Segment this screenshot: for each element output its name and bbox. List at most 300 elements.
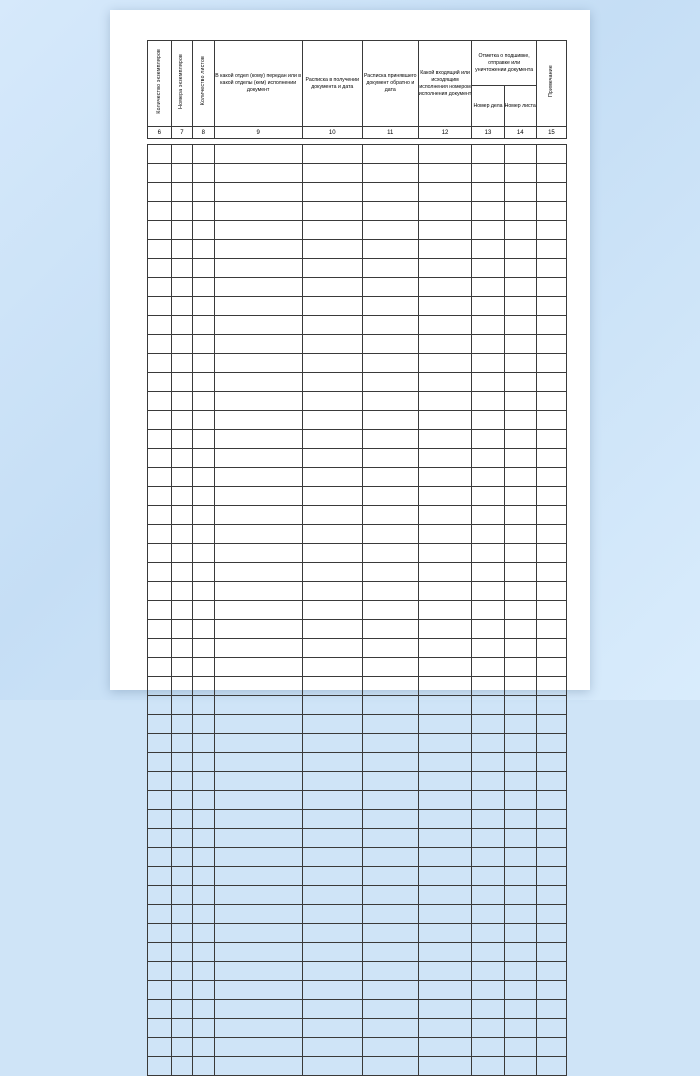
table-cell[interactable]: [193, 183, 214, 202]
table-cell[interactable]: [362, 316, 418, 335]
table-cell[interactable]: [148, 791, 172, 810]
table-cell[interactable]: [302, 1000, 362, 1019]
table-cell[interactable]: [302, 430, 362, 449]
table-cell[interactable]: [193, 373, 214, 392]
table-cell[interactable]: [418, 601, 472, 620]
table-cell[interactable]: [362, 430, 418, 449]
table-cell[interactable]: [171, 373, 192, 392]
table-cell[interactable]: [504, 487, 536, 506]
table-cell[interactable]: [472, 962, 504, 981]
table-cell[interactable]: [171, 449, 192, 468]
table-cell[interactable]: [362, 183, 418, 202]
table-cell[interactable]: [148, 563, 172, 582]
table-cell[interactable]: [418, 810, 472, 829]
table-cell[interactable]: [193, 791, 214, 810]
table-cell[interactable]: [171, 335, 192, 354]
table-cell[interactable]: [193, 164, 214, 183]
table-cell[interactable]: [472, 639, 504, 658]
table-cell[interactable]: [148, 506, 172, 525]
table-cell[interactable]: [214, 772, 302, 791]
table-cell[interactable]: [302, 183, 362, 202]
table-cell[interactable]: [302, 810, 362, 829]
table-cell[interactable]: [302, 1038, 362, 1057]
table-cell[interactable]: [418, 696, 472, 715]
table-cell[interactable]: [362, 278, 418, 297]
table-cell[interactable]: [418, 373, 472, 392]
table-cell[interactable]: [472, 658, 504, 677]
table-cell[interactable]: [214, 943, 302, 962]
table-cell[interactable]: [472, 563, 504, 582]
table-cell[interactable]: [148, 886, 172, 905]
table-cell[interactable]: [302, 734, 362, 753]
table-cell[interactable]: [418, 848, 472, 867]
table-cell[interactable]: [536, 886, 566, 905]
table-cell[interactable]: [536, 810, 566, 829]
table-cell[interactable]: [504, 354, 536, 373]
table-cell[interactable]: [362, 487, 418, 506]
table-cell[interactable]: [302, 981, 362, 1000]
table-cell[interactable]: [148, 430, 172, 449]
table-cell[interactable]: [148, 753, 172, 772]
table-cell[interactable]: [171, 639, 192, 658]
table-cell[interactable]: [472, 183, 504, 202]
table-cell[interactable]: [148, 639, 172, 658]
table-cell[interactable]: [193, 544, 214, 563]
table-cell[interactable]: [214, 468, 302, 487]
table-cell[interactable]: [536, 278, 566, 297]
table-cell[interactable]: [418, 183, 472, 202]
table-cell[interactable]: [193, 753, 214, 772]
table-cell[interactable]: [302, 487, 362, 506]
table-cell[interactable]: [148, 848, 172, 867]
table-cell[interactable]: [302, 829, 362, 848]
table-cell[interactable]: [536, 639, 566, 658]
table-cell[interactable]: [472, 924, 504, 943]
table-cell[interactable]: [171, 620, 192, 639]
table-cell[interactable]: [362, 924, 418, 943]
table-cell[interactable]: [214, 145, 302, 164]
table-cell[interactable]: [193, 506, 214, 525]
table-cell[interactable]: [418, 1038, 472, 1057]
table-cell[interactable]: [148, 145, 172, 164]
table-cell[interactable]: [536, 1000, 566, 1019]
table-cell[interactable]: [472, 867, 504, 886]
table-cell[interactable]: [148, 297, 172, 316]
table-cell[interactable]: [536, 981, 566, 1000]
table-cell[interactable]: [302, 145, 362, 164]
table-cell[interactable]: [536, 924, 566, 943]
table-cell[interactable]: [472, 1019, 504, 1038]
table-cell[interactable]: [171, 753, 192, 772]
table-cell[interactable]: [472, 430, 504, 449]
table-cell[interactable]: [171, 297, 192, 316]
table-cell[interactable]: [536, 677, 566, 696]
table-cell[interactable]: [193, 639, 214, 658]
table-cell[interactable]: [214, 316, 302, 335]
table-cell[interactable]: [148, 316, 172, 335]
table-cell[interactable]: [302, 791, 362, 810]
table-cell[interactable]: [302, 620, 362, 639]
table-cell[interactable]: [193, 1019, 214, 1038]
table-cell[interactable]: [536, 221, 566, 240]
table-cell[interactable]: [472, 544, 504, 563]
table-cell[interactable]: [362, 582, 418, 601]
table-cell[interactable]: [171, 867, 192, 886]
table-cell[interactable]: [418, 259, 472, 278]
table-cell[interactable]: [214, 620, 302, 639]
table-cell[interactable]: [504, 943, 536, 962]
table-cell[interactable]: [472, 791, 504, 810]
table-cell[interactable]: [148, 715, 172, 734]
table-cell[interactable]: [504, 563, 536, 582]
table-cell[interactable]: [171, 525, 192, 544]
table-cell[interactable]: [418, 202, 472, 221]
table-cell[interactable]: [148, 772, 172, 791]
table-cell[interactable]: [302, 525, 362, 544]
table-cell[interactable]: [362, 221, 418, 240]
table-cell[interactable]: [193, 1038, 214, 1057]
table-cell[interactable]: [418, 487, 472, 506]
table-cell[interactable]: [536, 696, 566, 715]
table-cell[interactable]: [302, 715, 362, 734]
table-cell[interactable]: [362, 335, 418, 354]
table-cell[interactable]: [418, 544, 472, 563]
table-cell[interactable]: [214, 506, 302, 525]
table-cell[interactable]: [362, 1057, 418, 1076]
table-cell[interactable]: [214, 183, 302, 202]
table-cell[interactable]: [536, 354, 566, 373]
table-cell[interactable]: [148, 449, 172, 468]
table-cell[interactable]: [193, 848, 214, 867]
table-cell[interactable]: [472, 164, 504, 183]
table-cell[interactable]: [171, 183, 192, 202]
table-cell[interactable]: [504, 601, 536, 620]
table-cell[interactable]: [536, 620, 566, 639]
table-cell[interactable]: [148, 601, 172, 620]
table-cell[interactable]: [214, 240, 302, 259]
table-cell[interactable]: [536, 753, 566, 772]
table-cell[interactable]: [302, 316, 362, 335]
table-cell[interactable]: [362, 962, 418, 981]
table-cell[interactable]: [362, 1019, 418, 1038]
table-cell[interactable]: [302, 221, 362, 240]
table-cell[interactable]: [504, 715, 536, 734]
table-cell[interactable]: [193, 658, 214, 677]
table-cell[interactable]: [472, 335, 504, 354]
table-cell[interactable]: [472, 1000, 504, 1019]
table-cell[interactable]: [148, 582, 172, 601]
table-cell[interactable]: [362, 259, 418, 278]
table-cell[interactable]: [536, 829, 566, 848]
table-cell[interactable]: [418, 392, 472, 411]
table-cell[interactable]: [472, 905, 504, 924]
table-cell[interactable]: [214, 734, 302, 753]
table-cell[interactable]: [214, 715, 302, 734]
table-cell[interactable]: [418, 563, 472, 582]
table-cell[interactable]: [504, 1019, 536, 1038]
table-cell[interactable]: [472, 829, 504, 848]
table-cell[interactable]: [504, 1038, 536, 1057]
table-cell[interactable]: [214, 582, 302, 601]
table-cell[interactable]: [302, 601, 362, 620]
table-cell[interactable]: [504, 582, 536, 601]
table-cell[interactable]: [193, 316, 214, 335]
table-cell[interactable]: [362, 639, 418, 658]
table-cell[interactable]: [171, 544, 192, 563]
table-cell[interactable]: [171, 164, 192, 183]
table-cell[interactable]: [418, 867, 472, 886]
table-cell[interactable]: [171, 1019, 192, 1038]
table-cell[interactable]: [418, 886, 472, 905]
table-cell[interactable]: [214, 392, 302, 411]
table-cell[interactable]: [418, 278, 472, 297]
table-cell[interactable]: [302, 753, 362, 772]
table-cell[interactable]: [472, 696, 504, 715]
table-cell[interactable]: [214, 164, 302, 183]
table-cell[interactable]: [418, 1000, 472, 1019]
table-cell[interactable]: [536, 449, 566, 468]
table-cell[interactable]: [171, 962, 192, 981]
table-cell[interactable]: [472, 392, 504, 411]
table-cell[interactable]: [148, 411, 172, 430]
table-cell[interactable]: [214, 791, 302, 810]
table-cell[interactable]: [193, 886, 214, 905]
table-cell[interactable]: [418, 354, 472, 373]
table-cell[interactable]: [302, 867, 362, 886]
table-cell[interactable]: [362, 164, 418, 183]
table-cell[interactable]: [504, 145, 536, 164]
table-cell[interactable]: [362, 658, 418, 677]
table-cell[interactable]: [171, 221, 192, 240]
table-cell[interactable]: [472, 848, 504, 867]
table-cell[interactable]: [504, 183, 536, 202]
table-cell[interactable]: [504, 297, 536, 316]
table-cell[interactable]: [148, 810, 172, 829]
table-cell[interactable]: [504, 905, 536, 924]
table-cell[interactable]: [536, 145, 566, 164]
table-cell[interactable]: [171, 430, 192, 449]
table-cell[interactable]: [302, 506, 362, 525]
table-cell[interactable]: [193, 392, 214, 411]
table-cell[interactable]: [362, 449, 418, 468]
table-cell[interactable]: [504, 810, 536, 829]
table-cell[interactable]: [302, 468, 362, 487]
table-cell[interactable]: [171, 848, 192, 867]
table-cell[interactable]: [472, 411, 504, 430]
table-cell[interactable]: [362, 867, 418, 886]
table-cell[interactable]: [214, 848, 302, 867]
table-cell[interactable]: [214, 924, 302, 943]
table-cell[interactable]: [472, 601, 504, 620]
table-cell[interactable]: [193, 563, 214, 582]
table-cell[interactable]: [171, 240, 192, 259]
table-cell[interactable]: [418, 620, 472, 639]
table-cell[interactable]: [362, 601, 418, 620]
table-cell[interactable]: [418, 297, 472, 316]
table-cell[interactable]: [362, 297, 418, 316]
table-cell[interactable]: [536, 715, 566, 734]
table-cell[interactable]: [302, 962, 362, 981]
table-cell[interactable]: [536, 791, 566, 810]
table-cell[interactable]: [193, 202, 214, 221]
table-cell[interactable]: [536, 544, 566, 563]
table-cell[interactable]: [472, 943, 504, 962]
table-cell[interactable]: [362, 677, 418, 696]
table-cell[interactable]: [418, 658, 472, 677]
table-cell[interactable]: [504, 848, 536, 867]
table-cell[interactable]: [302, 658, 362, 677]
table-cell[interactable]: [171, 886, 192, 905]
table-cell[interactable]: [148, 905, 172, 924]
table-cell[interactable]: [193, 430, 214, 449]
table-cell[interactable]: [193, 829, 214, 848]
table-cell[interactable]: [504, 449, 536, 468]
table-cell[interactable]: [302, 278, 362, 297]
table-cell[interactable]: [362, 145, 418, 164]
table-cell[interactable]: [171, 354, 192, 373]
table-cell[interactable]: [536, 658, 566, 677]
table-cell[interactable]: [472, 145, 504, 164]
table-cell[interactable]: [148, 164, 172, 183]
table-cell[interactable]: [472, 449, 504, 468]
table-cell[interactable]: [148, 468, 172, 487]
table-cell[interactable]: [193, 677, 214, 696]
table-cell[interactable]: [214, 221, 302, 240]
table-cell[interactable]: [418, 639, 472, 658]
table-cell[interactable]: [472, 202, 504, 221]
table-cell[interactable]: [171, 582, 192, 601]
table-cell[interactable]: [536, 202, 566, 221]
table-cell[interactable]: [504, 335, 536, 354]
table-cell[interactable]: [362, 392, 418, 411]
table-cell[interactable]: [472, 620, 504, 639]
table-cell[interactable]: [148, 943, 172, 962]
table-cell[interactable]: [302, 924, 362, 943]
table-cell[interactable]: [418, 221, 472, 240]
table-cell[interactable]: [148, 981, 172, 1000]
table-cell[interactable]: [362, 753, 418, 772]
table-cell[interactable]: [362, 525, 418, 544]
table-cell[interactable]: [536, 506, 566, 525]
table-cell[interactable]: [214, 1000, 302, 1019]
table-cell[interactable]: [536, 335, 566, 354]
table-cell[interactable]: [148, 962, 172, 981]
table-cell[interactable]: [362, 1038, 418, 1057]
table-cell[interactable]: [302, 1019, 362, 1038]
table-cell[interactable]: [536, 867, 566, 886]
table-cell[interactable]: [148, 202, 172, 221]
table-cell[interactable]: [536, 525, 566, 544]
table-cell[interactable]: [171, 734, 192, 753]
table-cell[interactable]: [148, 1057, 172, 1076]
table-cell[interactable]: [171, 411, 192, 430]
table-cell[interactable]: [148, 867, 172, 886]
table-cell[interactable]: [418, 772, 472, 791]
table-cell[interactable]: [472, 354, 504, 373]
table-cell[interactable]: [302, 639, 362, 658]
table-cell[interactable]: [302, 335, 362, 354]
table-cell[interactable]: [193, 981, 214, 1000]
table-cell[interactable]: [362, 772, 418, 791]
table-cell[interactable]: [214, 696, 302, 715]
table-cell[interactable]: [193, 145, 214, 164]
table-cell[interactable]: [362, 240, 418, 259]
table-cell[interactable]: [472, 240, 504, 259]
table-cell[interactable]: [418, 316, 472, 335]
table-cell[interactable]: [302, 905, 362, 924]
table-cell[interactable]: [504, 392, 536, 411]
table-cell[interactable]: [504, 1000, 536, 1019]
table-cell[interactable]: [362, 715, 418, 734]
table-cell[interactable]: [171, 468, 192, 487]
table-cell[interactable]: [536, 962, 566, 981]
table-cell[interactable]: [472, 715, 504, 734]
table-cell[interactable]: [171, 943, 192, 962]
table-cell[interactable]: [193, 1000, 214, 1019]
table-cell[interactable]: [148, 544, 172, 563]
table-cell[interactable]: [214, 886, 302, 905]
table-cell[interactable]: [504, 278, 536, 297]
table-cell[interactable]: [171, 696, 192, 715]
table-cell[interactable]: [362, 829, 418, 848]
table-cell[interactable]: [362, 905, 418, 924]
table-cell[interactable]: [193, 240, 214, 259]
table-cell[interactable]: [418, 411, 472, 430]
table-cell[interactable]: [148, 392, 172, 411]
table-cell[interactable]: [193, 924, 214, 943]
table-cell[interactable]: [214, 1057, 302, 1076]
table-cell[interactable]: [171, 259, 192, 278]
table-cell[interactable]: [504, 981, 536, 1000]
table-cell[interactable]: [171, 316, 192, 335]
table-cell[interactable]: [418, 468, 472, 487]
table-cell[interactable]: [536, 240, 566, 259]
table-cell[interactable]: [472, 886, 504, 905]
table-cell[interactable]: [536, 734, 566, 753]
table-cell[interactable]: [193, 354, 214, 373]
table-cell[interactable]: [193, 487, 214, 506]
table-cell[interactable]: [302, 886, 362, 905]
table-cell[interactable]: [193, 259, 214, 278]
table-cell[interactable]: [214, 525, 302, 544]
table-cell[interactable]: [504, 544, 536, 563]
table-cell[interactable]: [302, 943, 362, 962]
table-cell[interactable]: [193, 297, 214, 316]
table-cell[interactable]: [302, 164, 362, 183]
table-cell[interactable]: [504, 240, 536, 259]
table-cell[interactable]: [504, 962, 536, 981]
table-cell[interactable]: [148, 658, 172, 677]
table-cell[interactable]: [504, 506, 536, 525]
table-cell[interactable]: [504, 525, 536, 544]
table-cell[interactable]: [171, 772, 192, 791]
table-cell[interactable]: [472, 525, 504, 544]
table-cell[interactable]: [193, 810, 214, 829]
table-cell[interactable]: [536, 848, 566, 867]
table-cell[interactable]: [148, 183, 172, 202]
table-cell[interactable]: [171, 658, 192, 677]
table-cell[interactable]: [362, 981, 418, 1000]
table-cell[interactable]: [418, 449, 472, 468]
table-cell[interactable]: [504, 734, 536, 753]
table-cell[interactable]: [148, 525, 172, 544]
table-cell[interactable]: [171, 145, 192, 164]
table-cell[interactable]: [171, 810, 192, 829]
table-cell[interactable]: [472, 1038, 504, 1057]
table-cell[interactable]: [504, 164, 536, 183]
table-cell[interactable]: [148, 487, 172, 506]
table-cell[interactable]: [214, 354, 302, 373]
